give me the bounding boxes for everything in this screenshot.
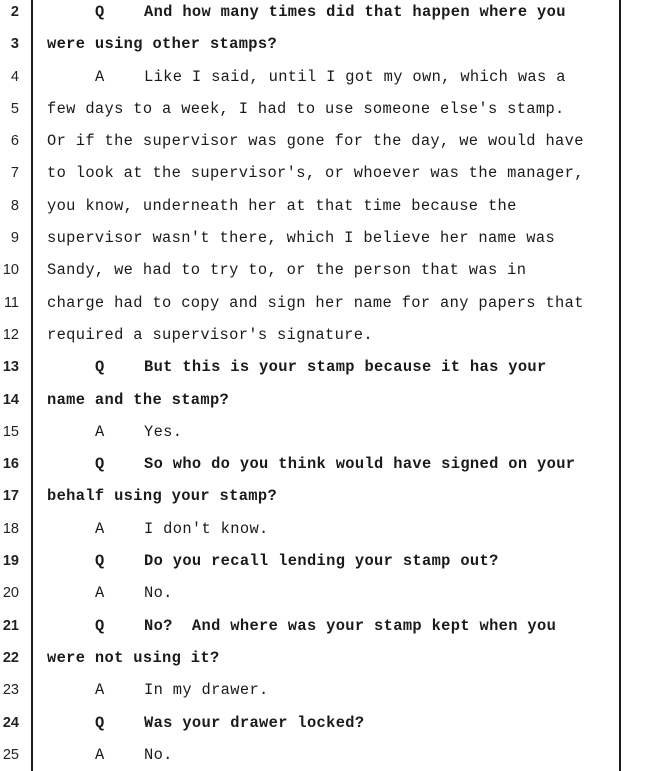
speaker-label: A <box>95 681 105 700</box>
line-text: So who do you think would have signed on your <box>144 455 576 474</box>
line-text: behalf using your stamp? <box>47 487 278 506</box>
line-number: 16 <box>2 456 19 473</box>
speaker-label: A <box>95 422 105 441</box>
line-text: were using other stamps? <box>47 35 278 54</box>
line-text: In my drawer. <box>144 681 269 700</box>
transcript-line <box>0 351 654 383</box>
question-text <box>47 480 277 512</box>
line-number: 13 <box>2 359 19 376</box>
question-text <box>47 448 575 480</box>
transcript-line <box>0 0 654 28</box>
line-text: to look at the supervisor's, or whoever was the manager, <box>47 164 584 183</box>
speaker-label: Q <box>95 3 105 21</box>
line-number: 15 <box>2 423 19 440</box>
line-text: No? And where was your stamp kept when you <box>144 616 557 635</box>
question-text <box>47 642 220 674</box>
question-text <box>47 707 364 739</box>
speaker-label: A <box>95 745 105 764</box>
line-number: 20 <box>2 585 19 602</box>
line-number: 10 <box>2 262 19 279</box>
transcript-line <box>0 125 654 157</box>
answer-text <box>47 577 173 609</box>
answer-text <box>47 254 526 286</box>
line-number: 19 <box>2 553 19 570</box>
line-number: 2 <box>10 4 19 20</box>
line-text: were not using it? <box>47 648 220 667</box>
transcript-line <box>0 61 654 93</box>
speaker-label: A <box>95 519 105 538</box>
line-text: But this is your stamp because it has your <box>144 358 547 377</box>
question-text <box>47 610 556 642</box>
answer-text <box>47 222 555 254</box>
line-number: 6 <box>10 133 19 150</box>
answer-text <box>47 319 373 351</box>
line-text: I don't know. <box>144 519 269 538</box>
speaker-label: Q <box>95 455 105 474</box>
transcript-line <box>0 157 654 189</box>
transcript-line <box>0 287 654 319</box>
line-number: 23 <box>2 682 19 699</box>
line-number: 4 <box>10 68 19 85</box>
question-text <box>47 545 499 577</box>
line-number: 17 <box>2 488 19 505</box>
question-text <box>47 384 229 416</box>
line-number: 24 <box>2 714 19 731</box>
line-number: 22 <box>2 649 19 666</box>
transcript-line <box>0 513 654 545</box>
transcript-line <box>0 545 654 577</box>
answer-text <box>47 61 566 93</box>
answer-text <box>47 416 182 448</box>
answer-text <box>47 190 517 222</box>
line-number: 21 <box>2 617 19 634</box>
speaker-label: A <box>95 584 105 603</box>
answer-text <box>47 287 584 319</box>
line-text: Like I said, until I got my own, which was a <box>144 67 566 86</box>
line-text: name and the stamp? <box>47 390 230 409</box>
line-number: 9 <box>10 230 19 247</box>
answer-text <box>47 513 269 545</box>
question-text <box>47 28 277 60</box>
answer-text <box>47 125 584 157</box>
transcript-line <box>0 674 654 706</box>
transcript-line <box>0 319 654 351</box>
answer-text <box>47 674 269 706</box>
line-number: 18 <box>2 520 19 537</box>
transcript-line <box>0 480 654 512</box>
line-text: supervisor wasn't there, which I believe her name was <box>47 229 556 248</box>
answer-text <box>47 93 565 125</box>
speaker-label: Q <box>95 713 105 732</box>
line-number: 8 <box>10 197 19 214</box>
line-text: Was your drawer locked? <box>144 713 365 732</box>
line-text: required a supervisor's signature. <box>47 325 373 344</box>
transcript-line <box>0 739 654 771</box>
line-text: Or if the supervisor was gone for the day, we would have <box>47 132 584 151</box>
line-number: 25 <box>2 746 19 763</box>
transcript-line <box>0 642 654 674</box>
transcript-line <box>0 384 654 416</box>
line-text: you know, underneath her at that time because the <box>47 196 517 215</box>
line-text: Yes. <box>144 422 183 441</box>
speaker-label: Q <box>95 552 105 571</box>
line-text: And how many times did that happen where you <box>144 3 566 21</box>
transcript-line <box>0 190 654 222</box>
line-text: No. <box>144 584 173 603</box>
transcript-line <box>0 93 654 125</box>
answer-text <box>47 739 173 771</box>
transcript-line <box>0 28 654 60</box>
line-text: Do you recall lending your stamp out? <box>144 552 499 571</box>
line-text: Sandy, we had to try to, or the person that was in <box>47 261 527 280</box>
transcript-line <box>0 577 654 609</box>
line-text: No. <box>144 745 173 764</box>
transcript-line <box>0 416 654 448</box>
line-text: few days to a week, I had to use someone else's stamp. <box>47 99 565 118</box>
line-number: 7 <box>10 165 19 182</box>
line-number: 11 <box>3 294 19 311</box>
question-text <box>47 351 547 383</box>
transcript-line <box>0 610 654 642</box>
line-number: 12 <box>2 326 19 343</box>
transcript-line <box>0 707 654 739</box>
transcript-line <box>0 448 654 480</box>
line-number: 5 <box>10 100 19 117</box>
speaker-label: A <box>95 67 105 86</box>
answer-text <box>47 157 584 189</box>
line-number: 3 <box>10 36 19 53</box>
speaker-label: Q <box>95 358 105 377</box>
speaker-label: Q <box>95 616 105 635</box>
question-text <box>47 0 566 28</box>
line-number: 14 <box>2 391 19 408</box>
transcript-line <box>0 254 654 286</box>
line-text: charge had to copy and sign her name for any papers that <box>47 293 584 312</box>
transcript-line <box>0 222 654 254</box>
